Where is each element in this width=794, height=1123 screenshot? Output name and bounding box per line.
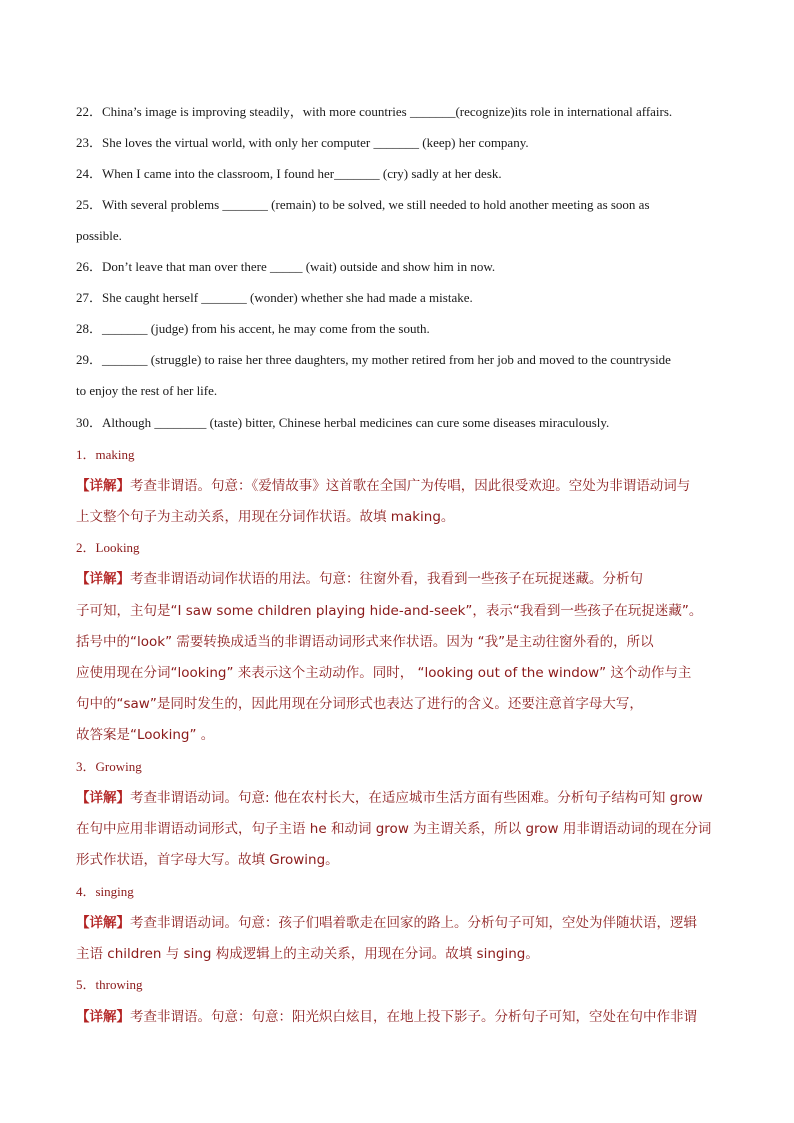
answer-label: 5．throwing [76,977,143,992]
question-24: 24．When I came into the classroom, I found her_______ (cry) sadly at her desk. [76,166,502,181]
answer-explanation-line: 故答案是“Looking” 。 [76,727,215,743]
answer-explanation: 【详解】考查非谓语动词作状语的用法。句意：往窗外看，我看到一些孩子在玩捉迷藏。分析句 [76,571,643,587]
answer-explanation-line: 应使用现在分词“looking” 来表示这个主动动作。同时， “looking out of the window” 这个动作与主 [76,665,692,681]
detail-tag: 【详解】 [76,478,130,494]
answer-explanation-line: 上文整个句子为主动关系，用现在分词作状语。故填 making。 [76,509,455,525]
answer-label: 1．making [76,447,135,462]
answer-explanation-line: 句中的“saw”是同时发生的，因此用现在分词形式也表达了进行的含义。还要注意首字母大写， [76,696,643,712]
answer-label: 4．singing [76,884,134,899]
answer-explanation-line: 子可知，主句是“I saw some children playing hide-and-seek”，表示“我看到一些孩子在玩捉迷藏”。 [76,603,703,619]
question-29: 29．_______ (struggle) to raise her three daughters, my mother retired from her job and moved to the countryside [76,352,671,367]
answer-explanation-line: 形式作状语，首字母大写。故填 Growing。 [76,852,339,868]
answer-label: 3．Growing [76,759,142,774]
question-27: 27．She caught herself _______ (wonder) whether she had made a mistake. [76,290,473,305]
answer-explanation: 【详解】考查非谓语动词。句意：孩子们唱着歌走在回家的路上。分析句子可知，空处为伴随状语，逻辑 [76,915,697,931]
detail-tag: 【详解】 [76,915,130,931]
detail-tag: 【详解】 [76,790,130,806]
question-23: 23．She loves the virtual world, with only her computer _______ (keep) her company. [76,135,529,150]
question-28: 28．_______ (judge) from his accent, he may come from the south. [76,321,430,336]
detail-tag: 【详解】 [76,1009,130,1025]
question-22: 22．China’s image is improving steadily，with more countries _______(recognize)its role in international affairs. [76,104,673,119]
answer-label: 2．Looking [76,540,140,555]
answer-explanation-line: 在句中应用非谓语动词形式，句子主语 he 和动词 grow 为主谓关系，所以 grow 用非谓语动词的现在分词 [76,821,712,837]
answer-explanation-line: 括号中的“look” 需要转换成适当的非谓语动词形式来作状语。因为 “我”是主动往窗外看的，所以 [76,634,654,650]
question-25-cont: possible. [76,228,122,243]
answer-explanation-line: 主语 children 与 sing 构成逻辑上的主动关系，用现在分词。故填 singing。 [76,946,539,962]
question-29-cont: to enjoy the rest of her life. [76,383,218,398]
question-25: 25．With several problems _______ (remain) to be solved, we still needed to hold another meeting as soon as [76,197,650,212]
answer-explanation: 【详解】考查非谓语。句意：《爱情故事》这首歌在全国广为传唱，因此很受欢迎。空处为非谓语动词与 [76,478,691,494]
question-30: 30．Although ________ (taste) bitter, Chinese herbal medicines can cure some diseases miraculously. [76,415,610,430]
answer-explanation: 【详解】考查非谓语动词。句意: 他在农村长大，在适应城市生活方面有些困难。分析句子结构可知 grow [76,790,703,806]
answer-explanation: 【详解】考查非谓语。句意：句意：阳光炽白炫目，在地上投下影子。分析句子可知，空处在句中作非谓 [76,1009,697,1025]
question-26: 26．Don’t leave that man over there _____ (wait) outside and show him in now. [76,259,496,274]
detail-tag: 【详解】 [76,571,130,587]
